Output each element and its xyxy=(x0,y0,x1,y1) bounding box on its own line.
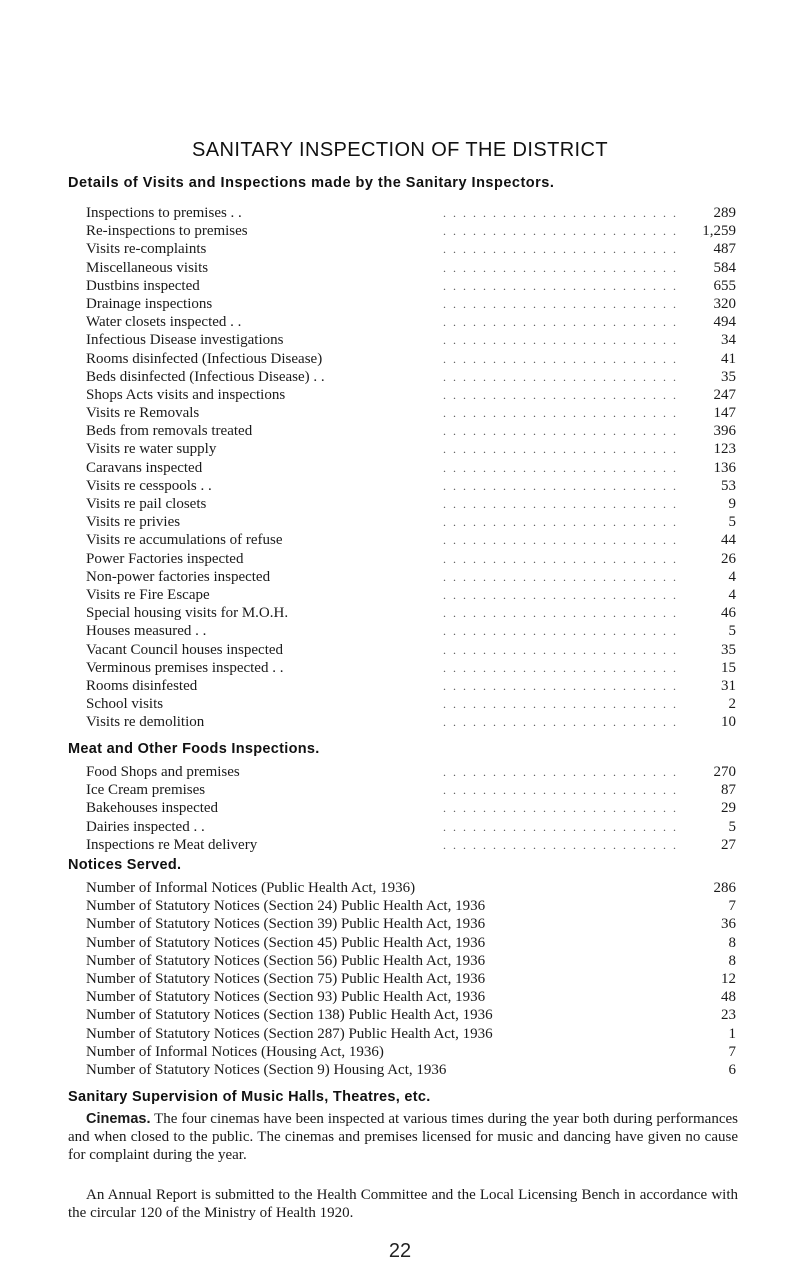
dot-leader: . . . . . . . . . . . . . . . . . . . . . . . . xyxy=(443,497,678,511)
dot-leader: . . . . . . . . . . . . . . . . . . . . . . . . xyxy=(443,606,678,621)
inspection-row xyxy=(86,586,736,604)
inspection-row-value: 584 xyxy=(713,259,736,276)
inspection-row-value: 2 xyxy=(728,696,736,713)
inspection-row-label: Beds from removals treated xyxy=(86,423,253,440)
meat-row-label: Ice Cream premises xyxy=(86,782,206,799)
inspections-list xyxy=(86,204,736,731)
notice-row-label: Number of Statutory Notices (Section 24) Public Health Act, 1936 xyxy=(86,898,486,915)
section-subtitle: Details of Visits and Inspections made by the Sanitary Inspectors. xyxy=(68,175,555,191)
inspection-row-label: Houses measured . . xyxy=(86,623,207,640)
inspection-row-value: 247 xyxy=(713,386,736,403)
inspection-row-value: 35 xyxy=(721,368,736,385)
inspection-row-label: Rooms disinfected (Infectious Disease) xyxy=(86,350,323,367)
notice-row-value: 12 xyxy=(721,970,736,987)
inspection-row-label: Special housing visits for M.O.H. xyxy=(86,605,289,622)
notice-row-value: 7 xyxy=(728,898,736,915)
inspection-row xyxy=(86,695,736,713)
inspection-row-value: 41 xyxy=(721,350,736,367)
dot-leader: . . . . . . . . . . . . . . . . . . . . . . . . xyxy=(443,533,678,548)
inspection-row-value: 289 xyxy=(713,205,736,221)
inspection-row-value: 5 xyxy=(728,514,736,531)
dot-leader: . . . . . . . . . . . . . . . . . . . . . . . . xyxy=(443,551,678,566)
dot-leader: . . . . . . . . . . . . . . . . . . . . . . . . xyxy=(443,715,678,730)
notice-row xyxy=(86,879,736,897)
inspection-row-label: Shops Acts visits and inspections xyxy=(86,386,286,403)
notice-row xyxy=(86,897,736,915)
music-halls-section-heading: Sanitary Supervision of Music Halls, Theatres, etc. xyxy=(68,1089,431,1105)
notice-row xyxy=(86,1043,736,1061)
inspection-row xyxy=(86,568,736,586)
inspection-row xyxy=(86,386,736,404)
inspection-row xyxy=(86,295,736,313)
inspection-row xyxy=(86,713,736,731)
notice-row-label: Number of Statutory Notices (Section 56) Public Health Act, 1936 xyxy=(86,952,486,969)
inspection-row-value: 46 xyxy=(721,605,736,622)
inspection-row-value: 4 xyxy=(728,586,736,603)
inspection-row xyxy=(86,604,736,622)
cinemas-paragraph xyxy=(68,1110,738,1165)
notices-list xyxy=(86,879,736,1079)
inspection-row-label: Visits re pail closets xyxy=(86,496,207,512)
inspection-row xyxy=(86,459,736,477)
annual-report-paragraph: An Annual Report is submitted to the Health Committee and the Local Licensing Bench in accordance with the circular 120 of the Ministry of Health 1920. xyxy=(68,1187,738,1222)
inspection-row-label: Visits re-complaints xyxy=(86,241,207,258)
dot-leader: . . . . . . . . . . . . . . . . . . . . . . . . xyxy=(443,515,678,530)
dot-leader: . . . . . . . . . . . . . . . . . . . . . . . . xyxy=(443,660,678,675)
meat-row-value: 87 xyxy=(721,782,736,799)
inspection-row-label: Visits re privies xyxy=(86,514,181,531)
notice-row-label: Number of Statutory Notices (Section 45) Public Health Act, 1936 xyxy=(86,934,486,951)
dot-leader: . . . . . . . . . . . . . . . . . . . . . . . . xyxy=(443,296,678,311)
inspection-row-value: 31 xyxy=(721,677,736,694)
meat-row-value: 29 xyxy=(721,800,736,817)
notices-section-heading: Notices Served. xyxy=(68,857,182,873)
notice-row xyxy=(86,988,736,1006)
inspection-row xyxy=(86,477,736,495)
dot-leader: . . . . . . . . . . . . . . . . . . . . . . . . xyxy=(443,224,678,239)
inspection-row xyxy=(86,240,736,258)
notice-row-label: Number of Statutory Notices (Section 93) Public Health Act, 1936 xyxy=(86,989,486,1006)
notice-row xyxy=(86,934,736,952)
inspection-row-value: 53 xyxy=(721,477,736,494)
notice-row xyxy=(86,915,736,933)
inspection-row-label: Visits re demolition xyxy=(86,714,205,731)
inspection-row-label: Visits re Removals xyxy=(86,405,200,422)
inspection-row-value: 26 xyxy=(721,550,736,567)
dot-leader: . . . . . . . . . . . . . . . . . . . . . . . . xyxy=(443,315,678,330)
notice-row-label: Number of Informal Notices (Housing Act, 1936) xyxy=(86,1043,384,1060)
meat-row-label: Bakehouses inspected xyxy=(86,800,219,817)
inspection-row-label: Dustbins inspected xyxy=(86,277,200,294)
inspection-row-label: Visits re water supply xyxy=(86,441,217,458)
inspection-row-value: 396 xyxy=(713,423,736,440)
dot-leader: . . . . . . . . . . . . . . . . . . . . . . . . xyxy=(443,242,678,257)
dot-leader: . . . . . . . . . . . . . . . . . . . . . . . . xyxy=(443,765,678,779)
inspection-row-value: 123 xyxy=(713,441,736,458)
cinemas-text: The four cinemas have been inspected at various times during the year both during performances and when closed to the public. The cinemas and premises licensed for music and dancing have given no cause for complaint during the year. xyxy=(68,1111,738,1164)
dot-leader: . . . . . . . . . . . . . . . . . . . . . . . . xyxy=(443,783,678,798)
page-number: 22 xyxy=(388,1240,412,1262)
inspection-row xyxy=(86,222,736,240)
inspection-row-value: 5 xyxy=(728,623,736,640)
dot-leader: . . . . . . . . . . . . . . . . . . . . . . . . xyxy=(443,260,678,275)
dot-leader: . . . . . . . . . . . . . . . . . . . . . . . . xyxy=(443,801,678,816)
dot-leader: . . . . . . . . . . . . . . . . . . . . . . . . xyxy=(443,460,678,475)
dot-leader: . . . . . . . . . . . . . . . . . . . . . . . . xyxy=(443,278,678,293)
meat-section-heading: Meat and Other Foods Inspections. xyxy=(68,741,320,757)
notice-row-value: 48 xyxy=(721,989,736,1006)
inspection-row-value: 487 xyxy=(713,241,736,258)
dot-leader: . . . . . . . . . . . . . . . . . . . . . . . . xyxy=(443,206,678,220)
notice-row-label: Number of Statutory Notices (Section 39) Public Health Act, 1936 xyxy=(86,916,486,933)
dot-leader: . . . . . . . . . . . . . . . . . . . . . . . . xyxy=(443,819,678,834)
dot-leader: . . . . . . . . . . . . . . . . . . . . . . . . xyxy=(443,678,678,693)
notice-row-value: 8 xyxy=(728,934,736,951)
inspection-row xyxy=(86,331,736,349)
inspection-row xyxy=(86,204,736,222)
dot-leader: . . . . . . . . . . . . . . . . . . . . . . . . xyxy=(443,369,678,384)
meat-row-label: Dairies inspected . . xyxy=(86,818,205,835)
dot-leader: . . . . . . . . . . . . . . . . . . . . . . . . xyxy=(443,624,678,639)
inspection-row-value: 35 xyxy=(721,641,736,658)
inspection-row-label: Drainage inspections xyxy=(86,295,213,312)
inspection-row xyxy=(86,531,736,549)
inspection-row xyxy=(86,404,736,422)
inspection-row-value: 9 xyxy=(728,496,736,512)
dot-leader: . . . . . . . . . . . . . . . . . . . . . . . . xyxy=(443,697,678,712)
inspection-row-value: 10 xyxy=(721,714,736,731)
dot-leader: . . . . . . . . . . . . . . . . . . . . . . . . xyxy=(443,424,678,439)
inspection-row-label: Infectious Disease investigations xyxy=(86,332,284,349)
inspection-row xyxy=(86,659,736,677)
notice-row xyxy=(86,952,736,970)
inspection-row-value: 494 xyxy=(713,314,736,331)
inspection-row-value: 136 xyxy=(713,459,736,476)
notice-row-label: Number of Statutory Notices (Section 75) Public Health Act, 1936 xyxy=(86,970,486,987)
notice-row-label: Number of Statutory Notices (Section 138) Public Health Act, 1936 xyxy=(86,1007,493,1024)
inspection-row-value: 655 xyxy=(713,277,736,294)
inspection-row-label: Rooms disinfested xyxy=(86,677,198,694)
notice-row-value: 7 xyxy=(728,1043,736,1060)
dot-leader: . . . . . . . . . . . . . . . . . . . . . . . . xyxy=(443,837,678,852)
inspection-row-value: 320 xyxy=(713,295,736,312)
inspection-row xyxy=(86,422,736,440)
notice-row-label: Number of Statutory Notices (Section 287) Public Health Act, 1936 xyxy=(86,1025,493,1042)
inspection-row-label: Vacant Council houses inspected xyxy=(86,641,284,658)
inspection-row xyxy=(86,550,736,568)
inspection-row-value: 34 xyxy=(721,332,736,349)
inspection-row-value: 1,259 xyxy=(702,223,736,240)
notice-row-value: 1 xyxy=(728,1025,736,1042)
inspection-row-label: Visits re cesspools . . xyxy=(86,477,212,494)
inspection-row xyxy=(86,259,736,277)
notice-row-label: Number of Informal Notices (Public Health Act, 1936) xyxy=(86,880,416,896)
notice-row-value: 286 xyxy=(713,880,736,896)
inspection-row-label: Power Factories inspected xyxy=(86,550,244,567)
meat-row xyxy=(86,818,736,836)
inspection-row-label: Water closets inspected . . xyxy=(86,314,242,331)
dot-leader: . . . . . . . . . . . . . . . . . . . . . . . . xyxy=(443,351,678,366)
inspection-row-label: Visits re Fire Escape xyxy=(86,586,210,603)
inspection-row-label: School visits xyxy=(86,696,164,713)
inspection-row xyxy=(86,313,736,331)
notice-row-value: 6 xyxy=(728,1061,736,1078)
inspection-row-label: Visits re accumulations of refuse xyxy=(86,532,283,549)
meat-inspections-list xyxy=(86,763,736,854)
notice-row-value: 23 xyxy=(721,1007,736,1024)
inspection-row-value: 44 xyxy=(721,532,736,549)
meat-row xyxy=(86,836,736,854)
inspection-row xyxy=(86,641,736,659)
dot-leader: . . . . . . . . . . . . . . . . . . . . . . . . xyxy=(443,406,678,421)
inspection-row-value: 147 xyxy=(713,405,736,422)
inspection-row xyxy=(86,677,736,695)
inspection-row-label: Caravans inspected xyxy=(86,459,203,476)
notice-row-value: 36 xyxy=(721,916,736,933)
dot-leader: . . . . . . . . . . . . . . . . . . . . . . . . xyxy=(443,333,678,348)
meat-row-value: 27 xyxy=(721,836,736,853)
cinemas-lead: Cinemas. xyxy=(86,1111,151,1127)
page-title: SANITARY INSPECTION OF THE DISTRICT xyxy=(192,139,608,161)
meat-row-value: 270 xyxy=(713,764,736,780)
inspection-row xyxy=(86,368,736,386)
meat-row xyxy=(86,799,736,817)
dot-leader: . . . . . . . . . . . . . . . . . . . . . . . . xyxy=(443,387,678,402)
notice-row-value: 8 xyxy=(728,952,736,969)
inspection-row xyxy=(86,513,736,531)
inspection-row-value: 15 xyxy=(721,659,736,676)
notice-row xyxy=(86,970,736,988)
inspection-row-label: Verminous premises inspected . . xyxy=(86,659,284,676)
dot-leader: . . . . . . . . . . . . . . . . . . . . . . . . xyxy=(443,569,678,584)
inspection-row xyxy=(86,495,736,513)
inspection-row-label: Re-inspections to premises xyxy=(86,223,248,240)
meat-row xyxy=(86,763,736,781)
inspection-row-label: Inspections to premises . . xyxy=(86,205,242,221)
notice-row-label: Number of Statutory Notices (Section 9) Housing Act, 1936 xyxy=(86,1061,447,1078)
notice-row xyxy=(86,1006,736,1024)
dot-leader: . . . . . . . . . . . . . . . . . . . . . . . . xyxy=(443,478,678,493)
meat-row-label: Food Shops and premises xyxy=(86,764,240,780)
inspection-row xyxy=(86,622,736,640)
meat-row-value: 5 xyxy=(728,818,736,835)
inspection-row-label: Miscellaneous visits xyxy=(86,259,209,276)
notice-row xyxy=(86,1025,736,1043)
inspection-row-value: 4 xyxy=(728,568,736,585)
dot-leader: . . . . . . . . . . . . . . . . . . . . . . . . xyxy=(443,642,678,657)
meat-row-label: Inspections re Meat delivery xyxy=(86,836,258,853)
dot-leader: . . . . . . . . . . . . . . . . . . . . . . . . xyxy=(443,587,678,602)
dot-leader: . . . . . . . . . . . . . . . . . . . . . . . . xyxy=(443,442,678,457)
notice-row xyxy=(86,1061,736,1079)
inspection-row-label: Non-power factories inspected xyxy=(86,568,271,585)
meat-row xyxy=(86,781,736,799)
inspection-row xyxy=(86,277,736,295)
inspection-row-label: Beds disinfected (Infectious Disease) . . xyxy=(86,368,325,385)
inspection-row xyxy=(86,440,736,458)
inspection-row xyxy=(86,350,736,368)
